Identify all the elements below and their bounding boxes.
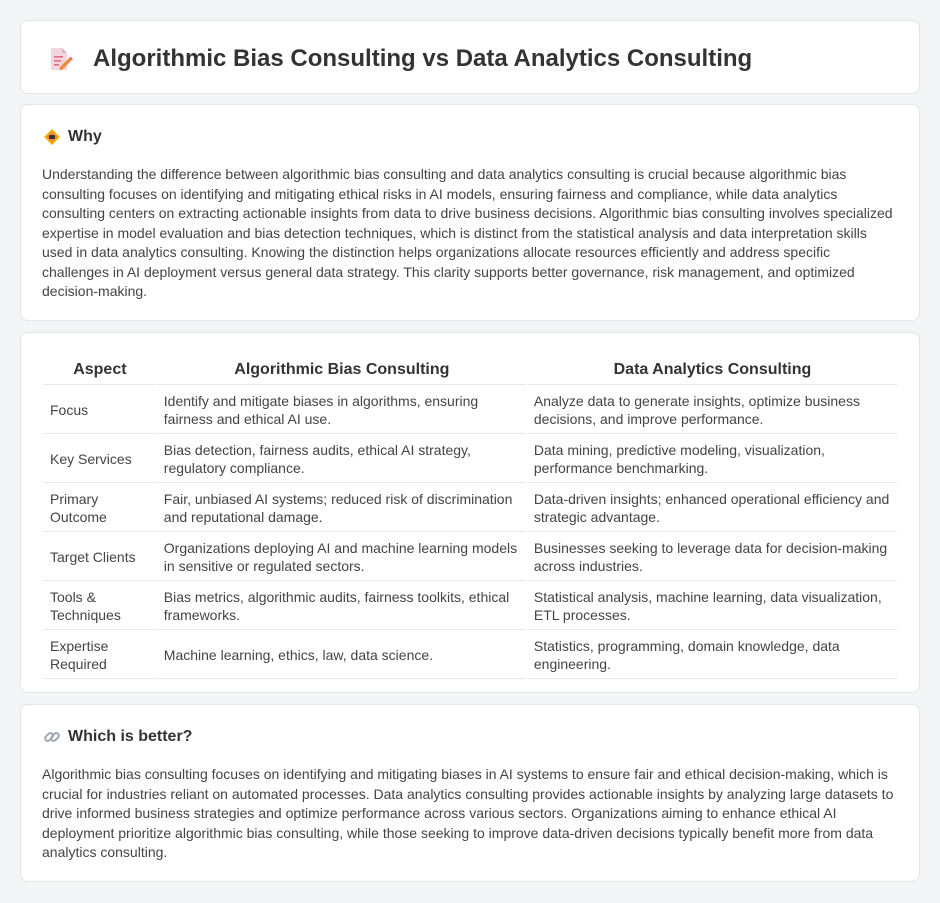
link-icon [43, 728, 61, 746]
algorithmic-bias-cell: Bias metrics, algorithmic audits, fairness toolkits, ethical frameworks. [158, 583, 526, 630]
aspect-cell: Focus [44, 387, 156, 434]
header-algorithmic-bias: Algorithmic Bias Consulting [158, 355, 526, 385]
why-text: Understanding the difference between algorithmic bias consulting and data analytics consulting is crucial because algorithmic bias consulting focuses on identifying and mitigating ethical risks in AI models, ensuring fairness and compliance, while data analytics consulting centers on extracting actionable insights from data to drive business decisions. Algorithmic bias consulting involves specialized expertise in model evaluation and bias detection techniques, which is distinct from the statistical analysis and data interpretation skills used in data analytics consulting. Knowing the distinction helps organizations allocate resources efficiently and address specific challenges in AI deployment versus general data strategy. This clarity supports better governance, risk management, and optimized decision-making. [42, 166, 893, 299]
data-analytics-cell: Data-driven insights; enhanced operational efficiency and strategic advantage. [528, 485, 897, 532]
table-row [44, 583, 897, 630]
table-row [44, 485, 897, 532]
table-row [44, 632, 897, 679]
better-heading: Which is better? [68, 728, 193, 745]
table-row [44, 436, 897, 483]
why-section [20, 104, 920, 321]
table-header-row [44, 355, 897, 385]
table-row [44, 534, 897, 581]
header-data-analytics: Data Analytics Consulting [528, 355, 897, 385]
diamond-sign-icon [43, 128, 61, 146]
algorithmic-bias-cell: Organizations deploying AI and machine learning models in sensitive or regulated sectors. [158, 534, 526, 581]
comparison-table [42, 353, 899, 681]
data-analytics-cell: Statistics, programming, domain knowledge, data engineering. [528, 632, 897, 679]
data-analytics-cell: Statistical analysis, machine learning, data visualization, ETL processes. [528, 583, 897, 630]
data-analytics-cell: Businesses seeking to leverage data for decision-making across industries. [528, 534, 897, 581]
aspect-cell: Tools & Techniques [44, 583, 156, 630]
algorithmic-bias-cell: Bias detection, fairness audits, ethical AI strategy, regulatory compliance. [158, 436, 526, 483]
which-is-better-section [20, 704, 920, 882]
page-title: Algorithmic Bias Consulting vs Data Analytics Consulting [93, 45, 753, 72]
data-analytics-cell: Analyze data to generate insights, optimize business decisions, and improve performance. [528, 387, 897, 434]
aspect-cell: Expertise Required [44, 632, 156, 679]
algorithmic-bias-cell: Identify and mitigate biases in algorithms, ensuring fairness and ethical AI use. [158, 387, 526, 434]
aspect-cell: Target Clients [44, 534, 156, 581]
better-text: Algorithmic bias consulting focuses on identifying and mitigating biases in AI systems to ensure fair and ethical decision-making, which is crucial for industries reliant on automated processes. Data analytics consulting provides actionable insights by analyzing large datasets to drive informed business strategies and optimize performance across various sectors. Organizations aiming to enhance ethical AI deployment prioritize algorithmic bias consulting, while those seeking to improve data-driven decisions typically benefit more from data analytics consulting. [42, 766, 894, 860]
header-aspect: Aspect [44, 355, 156, 385]
table-row [44, 387, 897, 434]
document-pencil-icon [47, 46, 73, 72]
algorithmic-bias-cell: Fair, unbiased AI systems; reduced risk of discrimination and reputational damage. [158, 485, 526, 532]
comparison-section [20, 332, 920, 693]
data-analytics-cell: Data mining, predictive modeling, visualization, performance benchmarking. [528, 436, 897, 483]
algorithmic-bias-cell: Machine learning, ethics, law, data science. [158, 632, 526, 679]
aspect-cell: Key Services [44, 436, 156, 483]
why-heading: Why [68, 128, 102, 145]
title-card [20, 20, 920, 94]
aspect-cell: Primary Outcome [44, 485, 156, 532]
